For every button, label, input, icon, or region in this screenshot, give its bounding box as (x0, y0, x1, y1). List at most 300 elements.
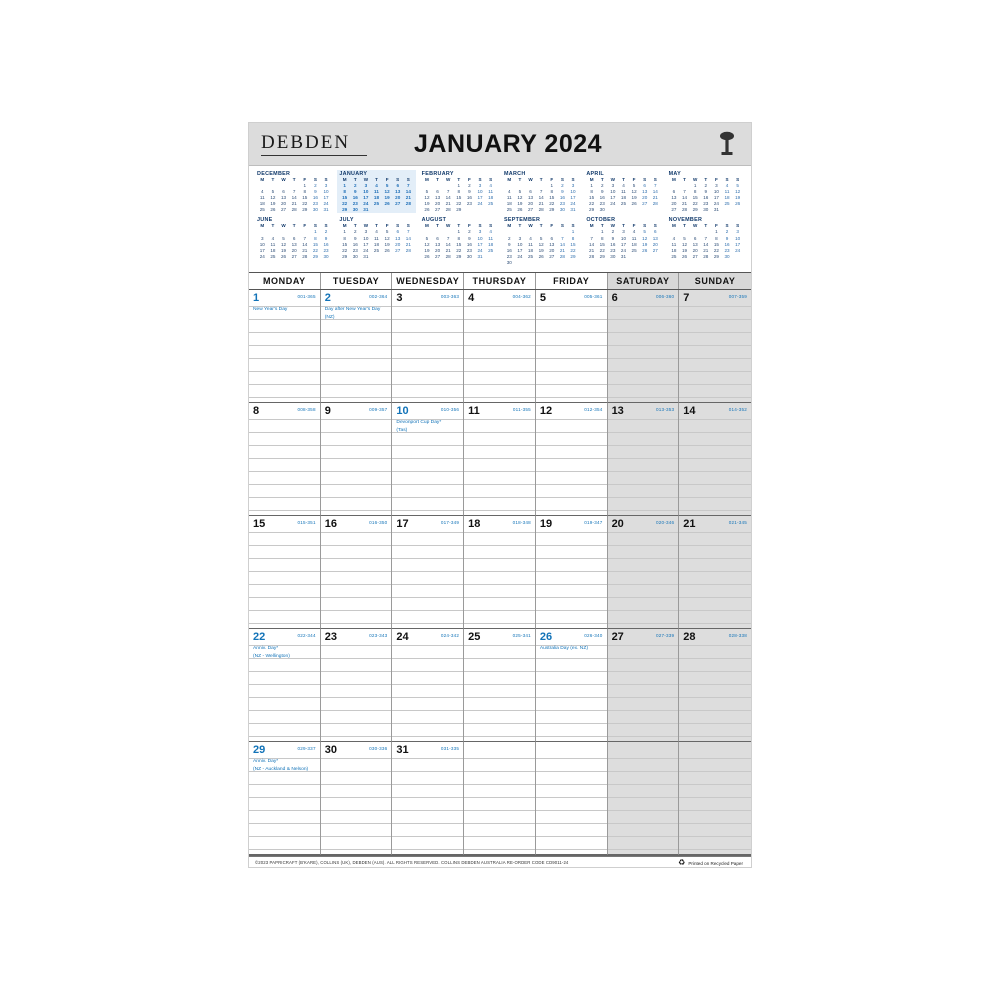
mini-day-cell: 22 (549, 201, 555, 207)
mini-day-cell: 4 (375, 229, 378, 235)
day-cell-28[interactable] (679, 629, 751, 742)
mini-day-cell: 26 (384, 201, 390, 207)
mini-day-cell: 28 (302, 253, 308, 259)
day-cell-9[interactable] (321, 403, 393, 516)
mini-day-cell: 2 (468, 183, 471, 188)
month-grid (249, 290, 751, 856)
mini-dow-cell: M (425, 177, 429, 182)
day-cell-17[interactable] (392, 516, 464, 629)
mini-day-cell: 3 (571, 183, 575, 188)
mini-day-cell: 17 (620, 241, 627, 247)
mini-day-cell: 29 (456, 207, 462, 213)
mini-day-cell: 25 (270, 253, 276, 259)
mini-day-cell: 23 (466, 201, 472, 207)
mini-dow-cell: M (342, 177, 347, 182)
mini-calendar-grid (584, 229, 662, 259)
mini-day-cell: 27 (527, 207, 534, 213)
mini-day-cell: 3 (736, 229, 739, 235)
mini-day-cell: 7 (683, 189, 686, 195)
mini-day-cell: 13 (671, 195, 677, 201)
mini-day-cell (464, 207, 475, 213)
julian-date: 006-360 (656, 294, 675, 300)
julian-date: 030-336 (369, 746, 388, 752)
mini-day-cell: 29 (342, 253, 348, 259)
mini-day-cell: 14 (538, 195, 544, 201)
mini-day-cell (382, 254, 393, 260)
mini-day-cell: 19 (384, 241, 390, 247)
mini-day-cell: 23 (703, 201, 709, 207)
day-cell-8[interactable] (249, 403, 321, 516)
mini-day-cell: 10 (363, 235, 369, 241)
julian-date: 013-353 (656, 407, 675, 413)
mini-calendar-month-label: FEBRUARY (421, 171, 454, 177)
mini-calendar-january (337, 170, 415, 213)
mini-dow-cell: T (539, 223, 543, 229)
mini-day-cell: 8 (550, 189, 554, 195)
mini-day-cell: 5 (282, 235, 285, 241)
mini-day-cell: 15 (692, 195, 698, 201)
mini-day-cell: 5 (518, 189, 522, 195)
mini-day-cell: 24 (323, 201, 329, 207)
mini-day-cell: 22 (342, 201, 348, 207)
mini-day-cell: 11 (671, 241, 677, 247)
mini-dow-cell: F (632, 223, 636, 229)
day-cell-10[interactable] (392, 403, 464, 516)
julian-date: 015-351 (297, 520, 316, 526)
mini-day-cell: 8 (457, 235, 461, 241)
day-cell-empty[interactable] (536, 742, 608, 855)
mini-day-cell: 2 (561, 183, 564, 188)
mini-day-cell: 30 (352, 253, 358, 259)
mini-day-cell: 23 (466, 247, 472, 253)
day-cell-30[interactable] (321, 742, 393, 855)
mini-day-cell: 19 (424, 201, 430, 207)
day-number: 17 (396, 518, 409, 531)
mini-day-cell: 10 (735, 235, 741, 241)
mini-day-cell: 5 (736, 183, 739, 188)
poster-footer (249, 856, 751, 868)
mini-row-top (255, 170, 745, 213)
mini-day-cell: 7 (654, 183, 657, 188)
day-cell-2[interactable] (321, 290, 393, 403)
mini-day-cell: 31 (363, 253, 369, 259)
writing-rules (608, 742, 679, 854)
day-cell-1[interactable] (249, 290, 321, 403)
mini-day-cell (525, 260, 536, 266)
day-number: 19 (539, 518, 553, 531)
julian-date: 008-358 (297, 407, 316, 413)
mini-day-cell: 16 (352, 195, 358, 201)
mini-day-cell: 19 (735, 195, 741, 201)
mini-day-cell: 15 (456, 195, 462, 201)
mini-dow-cell: T (292, 223, 296, 229)
mini-dow-cell: W (281, 223, 286, 229)
mini-day-cell: 13 (527, 195, 534, 201)
day-cell-11[interactable] (464, 403, 536, 516)
mini-day-cell: 14 (652, 189, 658, 195)
mini-day-cell: 8 (571, 235, 575, 241)
mini-dow-cell: S (725, 177, 729, 182)
mini-dow-cell: M (507, 177, 512, 182)
mini-dow-cell: T (539, 177, 543, 182)
day-cell-24[interactable] (392, 629, 464, 742)
mini-calendar-grid (667, 183, 745, 213)
mini-dow-cell: S (571, 223, 575, 229)
holiday-region: (NZ - Wellington) (253, 653, 290, 659)
mini-dow-cell: T (436, 177, 439, 182)
day-number: 1 (253, 292, 260, 305)
day-number: 20 (611, 518, 624, 531)
day-cell-29[interactable] (249, 742, 321, 855)
mini-dow-cell: M (260, 177, 265, 182)
mini-calendar-grid (255, 229, 333, 259)
day-cell-31[interactable] (392, 742, 464, 855)
mini-day-cell: 12 (424, 195, 430, 201)
day-number: 8 (253, 405, 260, 418)
day-number: 13 (611, 405, 624, 418)
day-cell-21[interactable] (679, 516, 751, 629)
mini-day-cell: 11 (528, 241, 533, 247)
mini-dow-cell: T (600, 177, 604, 182)
mini-day-cell: 27 (671, 207, 677, 213)
day-cell-18[interactable] (464, 516, 536, 629)
mini-day-cell: 1 (343, 183, 346, 188)
writing-rules (608, 629, 679, 741)
mini-day-cell: 11 (259, 195, 265, 201)
julian-date: 002-364 (369, 294, 388, 300)
day-cell-20[interactable] (608, 516, 680, 629)
writing-rules (392, 742, 463, 854)
mini-calendar-grid (337, 183, 415, 213)
mini-day-cell: 7 (407, 183, 410, 188)
day-number: 3 (396, 292, 403, 305)
mini-day-cell: 21 (682, 201, 688, 207)
day-cell-16[interactable] (321, 516, 393, 629)
holiday-label: New Year's Day (253, 307, 288, 313)
mini-day-cell: 7 (561, 235, 564, 241)
mini-day-cell (629, 207, 640, 213)
day-cell-empty[interactable] (464, 742, 536, 855)
mini-day-cell: 6 (643, 183, 646, 188)
mini-day-cell: 24 (363, 201, 369, 207)
mini-dow-cell: S (478, 177, 482, 182)
mini-day-cell: 7 (303, 235, 307, 241)
mini-day-cell: 1 (600, 229, 604, 235)
mini-day-cell (568, 260, 579, 266)
mini-calendar-september (502, 216, 580, 266)
mini-day-cell: 1 (693, 183, 697, 188)
mini-dow-cell: S (406, 223, 410, 229)
mini-day-cell: 13 (642, 189, 648, 195)
mini-day-cell: 10 (477, 235, 483, 241)
mini-day-cell: 28 (445, 207, 451, 213)
mini-day-cell: 28 (291, 207, 297, 213)
mini-day-cell: 2 (353, 229, 357, 235)
julian-date: 020-346 (656, 520, 675, 526)
mini-day-cell: 10 (259, 241, 265, 247)
mini-day-cell: 19 (384, 195, 390, 201)
day-cell-25[interactable] (464, 629, 536, 742)
mini-day-cell: 11 (506, 195, 512, 201)
mini-day-cell: 25 (631, 247, 637, 253)
mini-calendar-month-label: OCTOBER (586, 217, 616, 224)
mini-day-cell: 17 (735, 241, 741, 247)
mini-dow-cell: T (292, 177, 296, 182)
mini-day-cell: 1 (550, 183, 554, 188)
weekday-header-saturday: SATURDAY (608, 273, 680, 289)
mini-day-cell: 22 (312, 247, 318, 253)
mini-day-cell: 2 (725, 229, 729, 235)
mini-day-cell: 9 (324, 235, 328, 241)
mini-day-cell: 1 (715, 229, 718, 235)
mini-day-cell: 29 (312, 253, 318, 259)
mini-day-cell: 10 (610, 189, 616, 195)
recycled-paper-label: Printed on Recycled Paper (688, 860, 743, 866)
day-cell-3[interactable] (392, 290, 464, 403)
day-cell-12[interactable] (536, 403, 608, 516)
mini-day-cell: 29 (302, 207, 308, 213)
mini-calendar-june (255, 216, 333, 266)
day-cell-empty[interactable] (679, 742, 751, 855)
mini-day-cell: 22 (456, 201, 462, 207)
mini-dow-cell: M (425, 223, 429, 229)
julian-date: 031-335 (440, 746, 460, 752)
mini-dow-cell: S (560, 223, 564, 229)
mini-day-cell: 26 (424, 253, 430, 259)
mini-day-cell: 23 (599, 201, 605, 207)
mini-day-cell (536, 260, 547, 266)
mini-dow-cell: T (622, 223, 625, 229)
mini-day-cell: 30 (312, 207, 318, 213)
mini-day-cell: 2 (704, 183, 708, 188)
writing-rules (392, 516, 463, 628)
mini-day-cell: 13 (395, 189, 401, 195)
mini-day-cell: 22 (456, 247, 462, 253)
mini-day-cell (485, 254, 496, 260)
mini-day-cell: 14 (302, 241, 308, 247)
mini-day-cell: 14 (703, 241, 709, 247)
mini-dow-cell: T (518, 223, 522, 229)
mini-dow-cell: M (672, 177, 676, 182)
day-cell-13[interactable] (608, 403, 680, 516)
mini-day-cell: 14 (445, 241, 451, 247)
mini-day-cell: 26 (270, 207, 276, 213)
mini-calendar-month-label: SEPTEMBER (503, 217, 541, 224)
julian-date: 003-363 (440, 294, 460, 300)
writing-rules (321, 403, 392, 515)
day-number: 16 (324, 518, 337, 531)
mini-day-cell: 26 (384, 247, 390, 253)
mini-day-cell: 23 (724, 247, 730, 253)
mini-dow-cell: S (571, 177, 575, 182)
mini-day-cell: 17 (477, 241, 483, 247)
mini-day-cell: 24 (477, 247, 483, 253)
poster-header (249, 123, 751, 166)
mini-day-cell: 16 (724, 241, 730, 247)
mini-dow-cell: W (363, 177, 369, 182)
mini-dow-cell: W (446, 177, 451, 182)
mini-day-cell: 13 (652, 235, 658, 241)
day-cell-26[interactable] (536, 629, 608, 742)
mini-day-cell: 2 (508, 235, 511, 241)
mini-day-cell (371, 254, 382, 260)
mini-day-cell: 8 (600, 235, 604, 241)
mini-dow-cell: S (396, 223, 400, 229)
mini-day-cell: 30 (703, 207, 709, 213)
mini-day-cell: 21 (405, 241, 411, 247)
mini-day-cell: 28 (405, 247, 411, 253)
mini-day-cell: 25 (373, 247, 380, 253)
mini-dow-cell: F (715, 177, 718, 182)
mini-day-cell (629, 254, 640, 260)
julian-date: 019-347 (584, 520, 603, 526)
mini-dow-cell: F (468, 177, 471, 182)
mini-day-cell: 19 (631, 195, 637, 201)
day-cell-19[interactable] (536, 516, 608, 629)
mini-day-cell: 20 (652, 241, 658, 247)
day-cell-15[interactable] (249, 516, 321, 629)
julian-date: 012-354 (584, 407, 603, 413)
mini-dow-cell: T (704, 223, 708, 229)
mini-day-cell (382, 207, 393, 213)
mini-day-cell: 14 (682, 195, 688, 201)
mini-dow-cell: W (693, 223, 698, 229)
mini-day-cell: 15 (342, 241, 348, 247)
mini-day-cell: 30 (323, 253, 329, 259)
mini-day-cell: 15 (342, 195, 348, 201)
day-cell-27[interactable] (608, 629, 680, 742)
mini-calendar-grid (667, 229, 745, 259)
mini-day-cell: 24 (517, 253, 523, 259)
mini-day-cell: 26 (682, 253, 688, 259)
mini-day-cell: 28 (652, 201, 658, 207)
mini-day-cell (403, 207, 414, 213)
mini-day-cell (650, 254, 661, 260)
mini-calendar-may (667, 170, 745, 213)
holiday-label: Australia Day (ex. NZ) (539, 646, 588, 652)
mini-day-cell: 25 (527, 253, 534, 259)
mini-day-cell: 6 (436, 189, 439, 195)
julian-date: 022-344 (297, 633, 316, 639)
mini-calendar-grid (337, 229, 415, 259)
mini-dow-cell: T (600, 223, 604, 229)
mini-day-cell: 27 (692, 253, 698, 259)
mini-day-cell: 4 (725, 183, 729, 188)
mini-day-cell: 17 (323, 195, 329, 201)
writing-rules (679, 516, 751, 628)
mini-day-cell: 15 (713, 241, 719, 247)
day-cell-4[interactable] (464, 290, 536, 403)
mini-day-cell: 3 (715, 183, 718, 188)
day-number: 30 (324, 744, 337, 757)
day-cell-23[interactable] (321, 629, 393, 742)
mini-calendar-grid (420, 183, 498, 213)
day-cell-5[interactable] (536, 290, 608, 403)
mini-dow-cell: F (385, 177, 389, 182)
mini-day-cell: 8 (314, 235, 317, 241)
weekday-header-friday: FRIDAY (536, 273, 608, 289)
mini-day-cell: 20 (671, 201, 677, 207)
mini-day-cell: 12 (384, 189, 390, 195)
mini-day-cell: 11 (488, 189, 494, 195)
julian-date: 009-357 (369, 407, 388, 413)
mini-day-cell: 14 (559, 241, 565, 247)
mini-day-cell: 24 (363, 247, 369, 253)
day-number: 2 (324, 292, 331, 305)
mini-day-cell: 24 (735, 247, 741, 253)
mini-day-cell: 10 (323, 189, 329, 195)
mini-day-cell: 13 (291, 241, 297, 247)
mini-day-cell: 7 (292, 189, 296, 195)
copyright-text: ©2023 PAPRICRAFT (B'KARE), COLLINS (UK), DEBDEN (AUS). ALL RIGHTS RESERVED. COLLINS DEBDEN AUSTRALIA RE-ORDER CODE CD9011-24 (255, 860, 569, 866)
mini-dow-cell: M (589, 177, 594, 182)
mini-day-cell: 4 (622, 183, 625, 188)
weekday-header-tuesday: TUESDAY (321, 273, 393, 289)
day-number: 18 (468, 518, 481, 531)
mini-dow-cell: T (436, 223, 439, 229)
mini-day-cell: 6 (396, 229, 399, 235)
mini-dow-cell: M (507, 223, 512, 229)
mini-day-cell: 10 (517, 241, 523, 247)
mini-dow-cell: T (457, 177, 461, 182)
mini-day-cell: 1 (590, 183, 593, 188)
mini-day-cell: 16 (610, 241, 616, 247)
mini-day-cell: 31 (620, 253, 627, 259)
day-cell-22[interactable] (249, 629, 321, 742)
mini-day-cell: 27 (291, 253, 297, 259)
brand-logo: DEBDEN (261, 132, 351, 153)
mini-day-cell: 17 (610, 195, 616, 201)
mini-day-cell: 8 (457, 189, 461, 195)
mini-day-cell: 26 (280, 253, 287, 259)
julian-date: 016-350 (369, 520, 388, 526)
mini-day-cell: 18 (488, 241, 494, 247)
mini-day-cell: 21 (589, 247, 595, 253)
mini-day-cell: 20 (692, 247, 698, 253)
day-cell-6[interactable] (608, 290, 680, 403)
mini-dow-cell: W (528, 223, 533, 229)
day-number: 26 (539, 631, 553, 644)
mini-day-cell: 7 (446, 235, 450, 241)
mini-day-cell: 25 (488, 247, 494, 253)
day-number: 21 (683, 518, 696, 531)
mini-day-cell: 23 (323, 247, 329, 253)
mini-day-cell: 16 (559, 195, 565, 201)
mini-day-cell: 16 (323, 241, 329, 247)
mini-dow-cell: T (375, 177, 378, 182)
mini-calendar-month-label: APRIL (586, 171, 604, 177)
mini-day-cell: 24 (259, 253, 265, 259)
day-cell-14[interactable] (679, 403, 751, 516)
day-cell-empty[interactable] (608, 742, 680, 855)
day-cell-7[interactable] (679, 290, 751, 403)
mini-dow-cell: F (385, 223, 389, 229)
julian-date: 018-348 (512, 520, 531, 526)
mini-day-cell: 20 (280, 201, 287, 207)
mini-day-cell: 16 (466, 195, 472, 201)
mini-day-cell: 29 (456, 253, 462, 259)
mini-calendar-grid (584, 183, 662, 213)
mini-day-cell: 7 (539, 189, 543, 195)
mini-dow-cell: F (303, 223, 307, 229)
mini-day-cell: 9 (508, 241, 511, 247)
mini-day-cell: 21 (703, 247, 709, 253)
writing-rules (608, 403, 679, 515)
day-number: 31 (396, 744, 409, 757)
mini-day-cell: 12 (538, 241, 544, 247)
mini-dow-cell: S (489, 177, 493, 182)
mini-dow-cell: S (653, 223, 657, 229)
